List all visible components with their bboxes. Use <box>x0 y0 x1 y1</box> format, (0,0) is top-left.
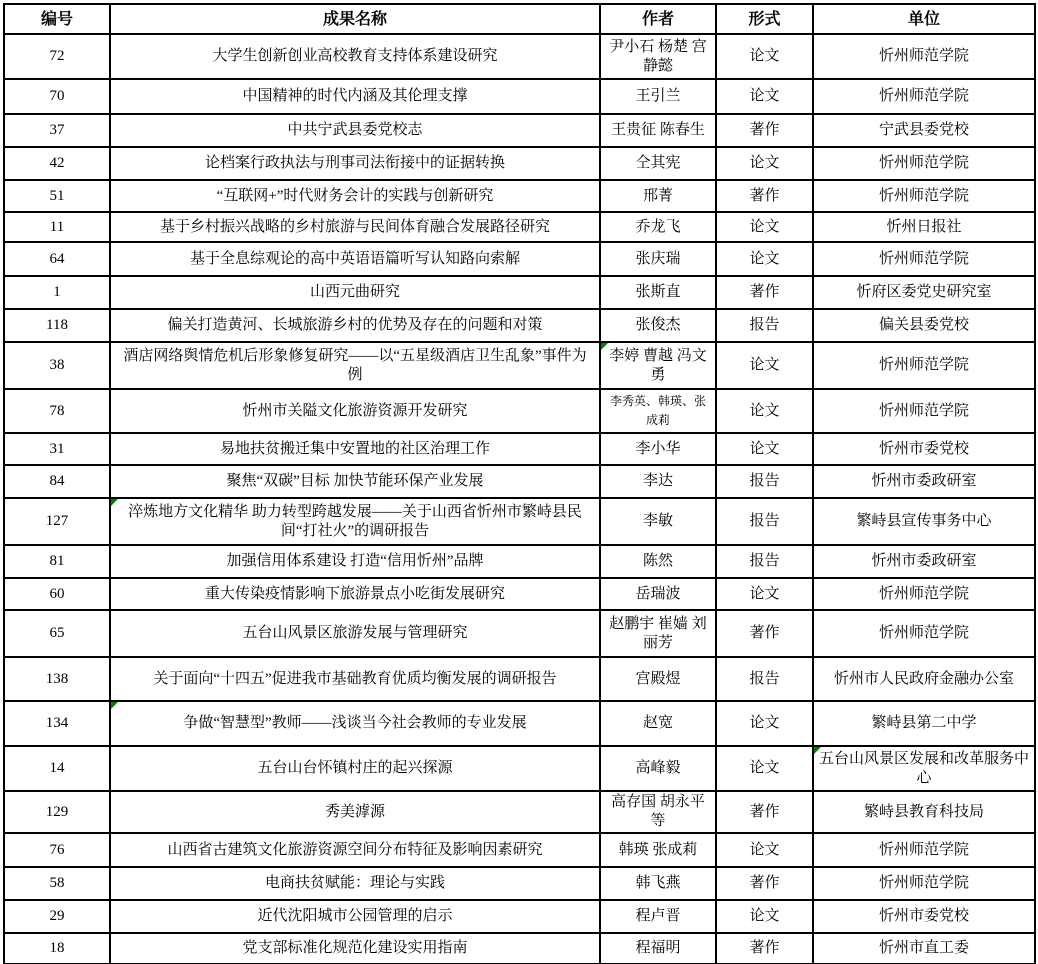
cell-form-text: 论文 <box>749 88 780 104</box>
table-row <box>4 545 1035 578</box>
cell-id[interactable] <box>4 545 110 578</box>
cell-unit-text: 忻州市人民政府金融办公室 <box>833 670 1014 687</box>
cell-unit-text: 繁峙县教育科技局 <box>863 803 984 820</box>
cell-unit[interactable] <box>813 933 1035 964</box>
cell-title[interactable] <box>110 309 600 342</box>
cell-title[interactable] <box>110 180 600 212</box>
cell-id[interactable] <box>4 610 110 657</box>
cell-title[interactable] <box>110 545 600 578</box>
cell-title-text: 党支部标准化规范化建设实用指南 <box>242 940 468 956</box>
cell-id-text: 78 <box>49 402 65 419</box>
cell-author-text: 程福明 <box>635 940 681 956</box>
cell-author[interactable] <box>600 276 716 309</box>
cell-id-text: 31 <box>49 440 65 457</box>
cell-title[interactable] <box>110 578 600 610</box>
results-table <box>3 3 1036 964</box>
cell-id[interactable] <box>4 701 110 746</box>
cell-title[interactable] <box>110 933 600 964</box>
cell-id-text: 138 <box>45 670 69 687</box>
cell-id-text: 127 <box>45 513 69 529</box>
cell-unit[interactable] <box>813 791 1035 833</box>
cell-form[interactable] <box>716 276 813 309</box>
cell-id[interactable] <box>4 242 110 276</box>
table-row <box>4 578 1035 610</box>
cell-form-text: 报告 <box>749 513 780 529</box>
cell-title[interactable] <box>110 212 600 242</box>
cell-form[interactable] <box>716 342 813 389</box>
cell-author-text: 王引兰 <box>635 88 681 104</box>
cell-unit-text: 忻府区委党史研究室 <box>856 284 992 300</box>
header-cell-id[interactable]: 编号 <box>4 4 110 34</box>
cell-id-text: 72 <box>49 48 65 64</box>
table-row <box>4 465 1035 498</box>
cell-id-text: 134 <box>45 715 69 731</box>
cell-title-text: 中国精神的时代内涵及其伦理支撑 <box>242 88 468 104</box>
cell-title[interactable] <box>110 498 600 545</box>
cell-author-text: 韩飞燕 <box>635 875 681 891</box>
table-row <box>4 212 1035 242</box>
cell-author[interactable] <box>600 433 716 465</box>
cell-id-text: 18 <box>49 940 65 956</box>
cell-author-text: 李婷 曹越 冯文勇 <box>609 347 707 383</box>
cell-author-text: 岳瑞波 <box>635 585 681 602</box>
table-row <box>4 498 1035 545</box>
cell-id[interactable] <box>4 34 110 79</box>
cell-unit[interactable] <box>813 545 1035 578</box>
cell-title[interactable] <box>110 746 600 791</box>
cell-id-text: 14 <box>49 760 65 776</box>
cell-unit-text: 忻州师范学院 <box>878 585 969 602</box>
cell-id-text: 65 <box>49 625 65 641</box>
cell-unit-text: 宁武县委党校 <box>878 122 969 138</box>
cell-title-text: 五台山风景区旅游发展与管理研究 <box>242 625 468 641</box>
cell-unit[interactable] <box>813 79 1035 114</box>
cell-unit[interactable] <box>813 389 1035 433</box>
cell-title[interactable] <box>110 791 600 833</box>
cell-id-text: 70 <box>49 88 65 104</box>
cell-title-text: 争做“智慧型”教师——浅谈当今社会教师的专业发展 <box>183 715 527 731</box>
cell-form[interactable] <box>716 610 813 657</box>
table-row <box>4 610 1035 657</box>
cell-form-text: 报告 <box>749 670 780 687</box>
cell-form[interactable] <box>716 578 813 610</box>
header-cell-author[interactable]: 作者 <box>600 4 716 34</box>
cell-id[interactable] <box>4 276 110 309</box>
cell-id[interactable] <box>4 791 110 833</box>
cell-unit-text: 忻州师范学院 <box>878 155 969 171</box>
cell-id[interactable] <box>4 900 110 933</box>
table-header <box>4 4 1035 34</box>
cell-author[interactable] <box>600 465 716 498</box>
cell-unit[interactable] <box>813 746 1035 791</box>
cell-title[interactable] <box>110 79 600 114</box>
cell-author[interactable] <box>600 933 716 964</box>
cell-title-text: 山西省古建筑文化旅游资源空间分布特征及影响因素研究 <box>167 841 543 858</box>
comment-marker-icon <box>111 702 118 709</box>
cell-author[interactable] <box>600 578 716 610</box>
table-row <box>4 147 1035 180</box>
cell-id[interactable] <box>4 657 110 701</box>
cell-id[interactable] <box>4 114 110 147</box>
cell-title-text: 关于面向“十四五”促进我市基础教育优质均衡发展的调研报告 <box>153 670 557 687</box>
comment-marker-icon <box>601 343 608 350</box>
cell-form-text: 报告 <box>749 317 780 333</box>
cell-unit-text: 忻州师范学院 <box>878 88 969 104</box>
cell-form[interactable] <box>716 498 813 545</box>
cell-title-text: 论档案行政执法与刑事司法衔接中的证据转换 <box>204 155 505 171</box>
table-row <box>4 657 1035 701</box>
cell-author[interactable] <box>600 34 716 79</box>
cell-unit[interactable] <box>813 465 1035 498</box>
cell-unit[interactable] <box>813 34 1035 79</box>
cell-form-text: 论文 <box>749 402 780 419</box>
header-cell-title[interactable]: 成果名称 <box>110 4 600 34</box>
table-row <box>4 276 1035 309</box>
cell-title[interactable] <box>110 276 600 309</box>
cell-form[interactable] <box>716 212 813 242</box>
cell-author-text: 程卢晋 <box>635 908 681 924</box>
cell-unit[interactable] <box>813 701 1035 746</box>
cell-author[interactable] <box>600 180 716 212</box>
cell-unit[interactable] <box>813 433 1035 465</box>
cell-unit[interactable] <box>813 833 1035 867</box>
table-row <box>4 433 1035 465</box>
cell-id-text: 118 <box>46 317 68 333</box>
cell-author-text: 高存国 胡永平 等 <box>611 794 705 829</box>
cell-form[interactable] <box>716 833 813 867</box>
cell-unit-text: 忻州市委政研室 <box>871 553 977 569</box>
cell-unit-text: 忻州师范学院 <box>878 625 969 641</box>
cell-author-text: 赵鹏宇 崔嫱 刘丽芳 <box>609 615 707 651</box>
table-row <box>4 79 1035 114</box>
cell-author[interactable] <box>600 833 716 867</box>
cell-id-text: 58 <box>49 875 65 891</box>
cell-id-text: 37 <box>49 122 65 138</box>
table-row <box>4 833 1035 867</box>
cell-id-text: 11 <box>49 218 65 235</box>
cell-title[interactable] <box>110 114 600 147</box>
cell-form[interactable] <box>716 465 813 498</box>
cell-id-text: 29 <box>49 908 65 924</box>
cell-id[interactable] <box>4 833 110 867</box>
cell-unit[interactable] <box>813 342 1035 389</box>
header-cell-unit[interactable]: 单位 <box>813 4 1035 34</box>
cell-author[interactable] <box>600 79 716 114</box>
cell-author[interactable] <box>600 212 716 242</box>
cell-title[interactable] <box>110 242 600 276</box>
cell-form[interactable] <box>716 79 813 114</box>
comment-marker-icon <box>814 747 821 754</box>
cell-form-text: 论文 <box>749 357 780 373</box>
cell-unit-text: 忻州师范学院 <box>878 402 969 419</box>
cell-title[interactable] <box>110 433 600 465</box>
cell-author-text: 韩瑛 张成莉 <box>618 841 698 858</box>
table-row <box>4 701 1035 746</box>
cell-title-text: 加强信用体系建设 打造“信用忻州”品牌 <box>226 553 484 569</box>
cell-id[interactable] <box>4 498 110 545</box>
table-row <box>4 180 1035 212</box>
cell-title[interactable] <box>110 867 600 900</box>
header-cell-form[interactable]: 形式 <box>716 4 813 34</box>
cell-form-text: 论文 <box>749 250 780 267</box>
cell-title[interactable] <box>110 342 600 389</box>
table-row <box>4 34 1035 79</box>
cell-form-text: 论文 <box>749 440 780 457</box>
cell-unit[interactable] <box>813 242 1035 276</box>
cell-author[interactable] <box>600 147 716 180</box>
cell-id[interactable] <box>4 867 110 900</box>
cell-unit-text: 繁峙县第二中学 <box>871 715 977 731</box>
cell-form[interactable] <box>716 545 813 578</box>
cell-unit-text: 忻州市委政研室 <box>871 473 977 489</box>
cell-unit[interactable] <box>813 180 1035 212</box>
cell-id-text: 38 <box>49 357 65 373</box>
cell-id[interactable] <box>4 79 110 114</box>
cell-unit-text: 忻州师范学院 <box>878 875 969 891</box>
results-table-body <box>4 34 1035 964</box>
cell-unit-text: 忻州师范学院 <box>878 357 969 373</box>
cell-id-text: 64 <box>49 250 65 267</box>
cell-author[interactable] <box>600 389 716 433</box>
cell-title-text: 中共宁武县委党校志 <box>287 122 423 138</box>
cell-author[interactable] <box>600 309 716 342</box>
table-row <box>4 342 1035 389</box>
cell-id[interactable] <box>4 389 110 433</box>
cell-form[interactable] <box>716 900 813 933</box>
cell-unit[interactable] <box>813 498 1035 545</box>
cell-author-text: 尹小石 杨楚 宫静懿 <box>609 38 707 74</box>
cell-unit-text: 忻州市直工委 <box>878 940 969 956</box>
cell-author-text: 高峰毅 <box>635 760 681 776</box>
cell-title[interactable] <box>110 900 600 933</box>
cell-form-text: 著作 <box>749 122 780 138</box>
cell-author-text: 李小华 <box>635 440 681 457</box>
cell-unit[interactable] <box>813 578 1035 610</box>
cell-id-text: 1 <box>53 284 61 300</box>
cell-unit[interactable] <box>813 114 1035 147</box>
cell-author[interactable] <box>600 610 716 657</box>
cell-id-text: 42 <box>49 155 65 171</box>
cell-title-text: 偏关打造黄河、长城旅游乡村的优势及存在的问题和对策 <box>167 317 543 333</box>
cell-unit[interactable] <box>813 900 1035 933</box>
cell-id[interactable] <box>4 746 110 791</box>
cell-title-text: 酒店网络舆情危机后形象修复研究——以“五星级酒店卫生乱象”事件为例 <box>123 347 587 383</box>
cell-author-text: 张俊杰 <box>635 317 681 333</box>
cell-author-text: 张斯直 <box>635 284 681 300</box>
cell-form-text: 论文 <box>749 760 780 776</box>
cell-title-text: 易地扶贫搬迁集中安置地的社区治理工作 <box>219 440 490 457</box>
cell-form-text: 论文 <box>749 908 780 924</box>
cell-title[interactable] <box>110 34 600 79</box>
cell-form[interactable] <box>716 242 813 276</box>
cell-form-text: 报告 <box>749 553 780 569</box>
cell-form-text: 著作 <box>749 625 780 641</box>
cell-title-text: 电商扶贫赋能：理论与实践 <box>264 875 445 891</box>
cell-form[interactable] <box>716 180 813 212</box>
cell-title-text: 五台山台怀镇村庄的起兴探源 <box>257 760 453 776</box>
table-row <box>4 867 1035 900</box>
cell-title[interactable] <box>110 833 600 867</box>
cell-author[interactable] <box>600 342 716 389</box>
cell-form-text: 著作 <box>749 940 780 956</box>
cell-author-text: 李达 <box>642 473 673 489</box>
cell-title-text: 忻州市关隘文化旅游资源开发研究 <box>242 402 468 419</box>
cell-author[interactable] <box>600 746 716 791</box>
cell-id-text: 60 <box>49 585 65 602</box>
cell-form[interactable] <box>716 933 813 964</box>
comment-marker-icon <box>111 499 118 506</box>
cell-form-text: 论文 <box>749 155 780 171</box>
cell-title[interactable] <box>110 147 600 180</box>
table-row <box>4 791 1035 833</box>
cell-title[interactable] <box>110 465 600 498</box>
cell-title-text: 聚焦“双碳”目标 加快节能环保产业发展 <box>226 473 484 489</box>
cell-author-text: 赵宽 <box>642 715 673 731</box>
cell-title[interactable] <box>110 701 600 746</box>
cell-id-text: 84 <box>49 473 65 489</box>
cell-title[interactable] <box>110 610 600 657</box>
cell-form-text: 著作 <box>749 284 780 300</box>
cell-author[interactable] <box>600 498 716 545</box>
cell-unit[interactable] <box>813 147 1035 180</box>
cell-id-text: 51 <box>49 187 65 204</box>
cell-unit-text: 繁峙县宣传事务中心 <box>856 513 992 529</box>
cell-unit[interactable] <box>813 610 1035 657</box>
cell-form-text: 报告 <box>749 473 780 489</box>
cell-author[interactable] <box>600 867 716 900</box>
cell-unit-text: 五台山风景区发展和改革服务中心 <box>819 750 1030 786</box>
cell-author-text: 王贵征 陈春生 <box>611 122 705 138</box>
cell-author[interactable] <box>600 545 716 578</box>
cell-form-text: 论文 <box>749 218 780 235</box>
cell-id-text: 76 <box>49 841 65 858</box>
cell-form[interactable] <box>716 309 813 342</box>
cell-author[interactable] <box>600 701 716 746</box>
cell-title-text: 近代沈阳城市公园管理的启示 <box>257 908 453 924</box>
cell-form-text: 论文 <box>749 841 780 858</box>
table-row <box>4 746 1035 791</box>
cell-form-text: 论文 <box>749 585 780 602</box>
cell-unit-text: 偏关县委党校 <box>878 317 969 333</box>
cell-form[interactable] <box>716 34 813 79</box>
cell-title-text: 基于全息综观论的高中英语语篇听写认知路向索解 <box>189 250 520 267</box>
cell-id[interactable] <box>4 180 110 212</box>
cell-id[interactable] <box>4 342 110 389</box>
cell-title-text: 基于乡村振兴战略的乡村旅游与民间体育融合发展路径研究 <box>159 218 550 235</box>
cell-unit-text: 忻州师范学院 <box>878 48 969 64</box>
cell-title-text: 重大传染疫情影响下旅游景点小吃街发展研究 <box>204 585 505 602</box>
cell-title[interactable] <box>110 657 600 701</box>
cell-form[interactable] <box>716 657 813 701</box>
cell-unit-text: 忻州师范学院 <box>878 250 969 267</box>
cell-form[interactable] <box>716 791 813 833</box>
table-row <box>4 242 1035 276</box>
cell-form[interactable] <box>716 147 813 180</box>
cell-unit-text: 忻州日报社 <box>886 218 962 235</box>
cell-author-text: 仝其宪 <box>635 155 681 171</box>
cell-unit-text: 忻州市委党校 <box>878 440 969 457</box>
header-row <box>4 4 1035 34</box>
cell-id-text: 81 <box>49 553 65 569</box>
cell-id[interactable] <box>4 212 110 242</box>
cell-form-text: 论文 <box>749 48 780 64</box>
cell-unit-text: 忻州师范学院 <box>878 841 969 858</box>
cell-title-text: 大学生创新创业高校教育支持体系建设研究 <box>212 48 498 64</box>
cell-unit-text: 忻州市委党校 <box>878 908 969 924</box>
cell-form-text: 著作 <box>749 187 780 204</box>
cell-author-text: 乔龙飞 <box>635 218 681 235</box>
cell-form-text: 著作 <box>749 803 780 820</box>
cell-title[interactable] <box>110 389 600 433</box>
table-row <box>4 389 1035 433</box>
cell-unit[interactable] <box>813 867 1035 900</box>
cell-form[interactable] <box>716 433 813 465</box>
cell-author-text: 李敏 <box>642 513 673 529</box>
cell-form-text: 论文 <box>749 715 780 731</box>
cell-author-text: 李秀英、韩瑛、张成莉 <box>609 394 706 427</box>
cell-id-text: 129 <box>45 803 69 820</box>
cell-id[interactable] <box>4 147 110 180</box>
cell-author-text: 邢菁 <box>642 187 673 204</box>
table-row <box>4 114 1035 147</box>
table-row <box>4 933 1035 964</box>
cell-unit[interactable] <box>813 657 1035 701</box>
cell-author[interactable] <box>600 114 716 147</box>
cell-form[interactable] <box>716 701 813 746</box>
cell-form[interactable] <box>716 867 813 900</box>
cell-id[interactable] <box>4 465 110 498</box>
cell-form[interactable] <box>716 114 813 147</box>
cell-author[interactable] <box>600 791 716 833</box>
table-row <box>4 309 1035 342</box>
cell-form[interactable] <box>716 389 813 433</box>
cell-title-text: 秀美滹源 <box>324 803 385 820</box>
cell-id[interactable] <box>4 933 110 964</box>
cell-id[interactable] <box>4 309 110 342</box>
cell-id[interactable] <box>4 433 110 465</box>
cell-unit[interactable] <box>813 309 1035 342</box>
cell-id[interactable] <box>4 578 110 610</box>
table-row <box>4 900 1035 933</box>
cell-author[interactable] <box>600 900 716 933</box>
cell-title-text: 山西元曲研究 <box>309 284 400 300</box>
cell-unit[interactable] <box>813 212 1035 242</box>
cell-form-text: 著作 <box>749 875 780 891</box>
cell-unit-text: 忻州师范学院 <box>878 187 969 204</box>
cell-author[interactable] <box>600 657 716 701</box>
cell-author-text: 张庆瑞 <box>635 250 681 267</box>
cell-title-text: 淬炼地方文化精华 助力转型跨越发展——关于山西省忻州市繁峙县民间“打社火”的调研报告 <box>128 503 582 539</box>
cell-author[interactable] <box>600 242 716 276</box>
cell-title-text: “互联网+”时代财务会计的实践与创新研究 <box>216 187 494 204</box>
cell-author-text: 陈然 <box>642 553 673 569</box>
cell-unit[interactable] <box>813 276 1035 309</box>
cell-author-text: 宫殿煜 <box>635 670 681 687</box>
cell-form[interactable] <box>716 746 813 791</box>
